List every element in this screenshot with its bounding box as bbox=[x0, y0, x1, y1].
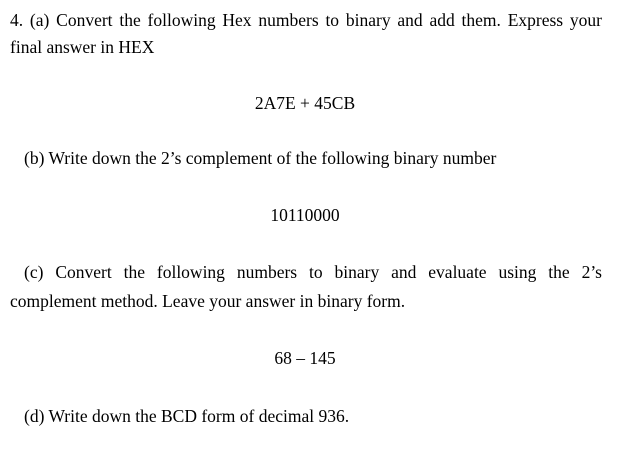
part-a-expression: 2A7E + 45CB bbox=[254, 93, 356, 113]
part-c-expression: 68 – 145 bbox=[274, 348, 336, 368]
part-a-text-line-2: final answer in HEX bbox=[10, 37, 155, 57]
part-b-text-line-1: (b) Write down the 2’s complement of the following binary number bbox=[24, 148, 497, 168]
part-d-text-line-1: (d) Write down the BCD form of decimal 936. bbox=[24, 406, 350, 426]
part-c-text-line-1: (c) Convert the following numbers to binary and evaluate using the 2’s bbox=[24, 262, 602, 282]
part-b-expression: 10110000 bbox=[270, 205, 340, 225]
part-c-text-line-2: complement method. Leave your answer in binary form. bbox=[10, 291, 406, 311]
part-a-text-line-1: 4. (a) Convert the following Hex numbers to binary and add them. Express your bbox=[10, 10, 602, 30]
